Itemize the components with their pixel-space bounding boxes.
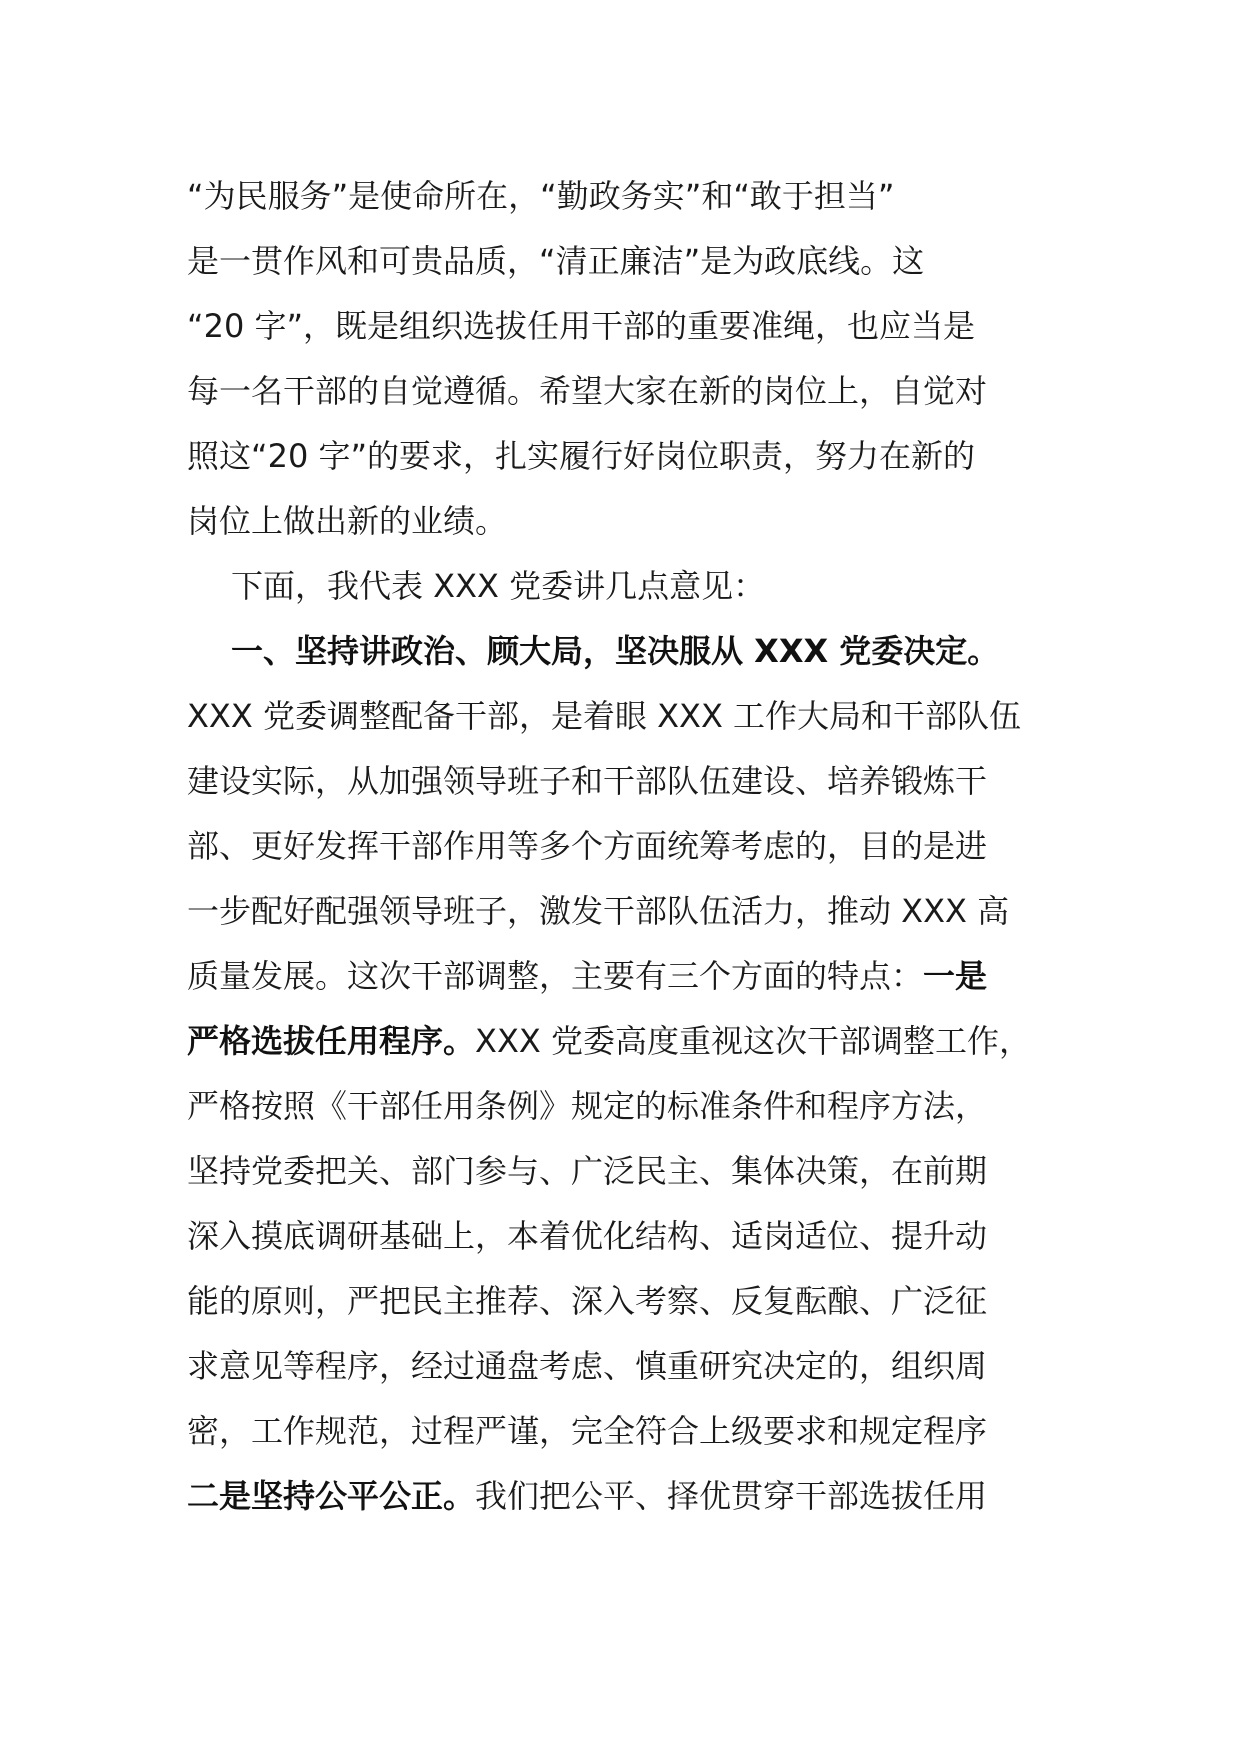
text-line (187, 619, 1087, 684)
body-text-segment: “20 字”，既是组织选拔任用干部的重要准绳，也应当是 (187, 307, 976, 345)
body-text-segment: 严格按照《干部任用条例》规定的标准条件和程序方法， (187, 1087, 988, 1125)
body-text-segment: 深入摸底调研基础上，本着优化结构、适岗适位、提升动 (187, 1217, 988, 1255)
text-line (187, 879, 1087, 944)
body-text-segment: 每一名干部的自觉遵循。希望大家在新的岗位上，自觉对 (187, 372, 988, 410)
body-text-segment: 密，工作规范，过程严谨，完全符合上级要求和规定程序 (187, 1412, 988, 1450)
bold-heading-text: 二是坚持公平公正。 (187, 1477, 476, 1515)
text-line (187, 1204, 1087, 1269)
body-text (187, 164, 1087, 1529)
text-line (187, 1334, 1087, 1399)
bold-heading-text: 严格选拔任用程序。 (187, 1022, 476, 1060)
text-line (187, 684, 1087, 749)
body-text-segment: XXX 党委调整配备干部，是着眼 XXX 工作大局和干部队伍 (187, 697, 1022, 735)
body-text-segment: 下面，我代表 XXX 党委讲几点意见： (231, 567, 766, 605)
bold-heading-text: 一是 (923, 957, 988, 995)
text-line (187, 1399, 1087, 1464)
text-line (187, 164, 1087, 229)
bold-heading-text: 一、坚持讲政治、顾大局，坚决服从 XXX 党委决定。 (231, 632, 1000, 670)
body-text-segment: 岗位上做出新的业绩。 (187, 502, 508, 540)
body-text-segment: XXX 党委高度重视这次干部调整工作， (475, 1022, 1031, 1060)
body-text-segment: 照这“20 字”的要求，扎实履行好岗位职责，努力在新的 (187, 437, 976, 475)
body-text-segment: “为民服务”是使命所在，“勤政务实”和“敢于担当” (187, 177, 895, 215)
body-text-segment: 我们把公平、择优贯穿干部选拔任用 (475, 1477, 988, 1515)
text-line (187, 554, 1087, 619)
text-line (187, 1009, 1087, 1074)
text-line (187, 424, 1087, 489)
text-line (187, 944, 1087, 1009)
text-line (187, 749, 1087, 814)
text-line (187, 294, 1087, 359)
text-line (187, 1139, 1087, 1204)
body-text-segment: 是一贯作风和可贵品质，“清正廉洁”是为政底线。这 (187, 242, 925, 280)
text-line (187, 1074, 1087, 1139)
body-text-segment: 求意见等程序，经过通盘考虑、慎重研究决定的，组织周 (187, 1347, 988, 1385)
body-text-segment: 坚持党委把关、部门参与、广泛民主、集体决策，在前期 (187, 1152, 988, 1190)
body-text-segment: 部、更好发挥干部作用等多个方面统筹考虑的，目的是进 (187, 827, 988, 865)
body-text-segment: 能的原则，严把民主推荐、深入考察、反复酝酿、广泛征 (187, 1282, 988, 1320)
body-text-segment: 一步配好配强领导班子，激发干部队伍活力，推动 XXX 高 (187, 892, 1010, 930)
text-line (187, 489, 1087, 554)
text-line (187, 359, 1087, 424)
text-line (187, 229, 1087, 294)
body-text-segment: 质量发展。这次干部调整，主要有三个方面的特点： (187, 957, 924, 995)
text-line (187, 1464, 1087, 1529)
text-line (187, 1269, 1087, 1334)
text-line (187, 814, 1087, 879)
body-text-segment: 建设实际，从加强领导班子和干部队伍建设、培养锻炼干 (187, 762, 988, 800)
